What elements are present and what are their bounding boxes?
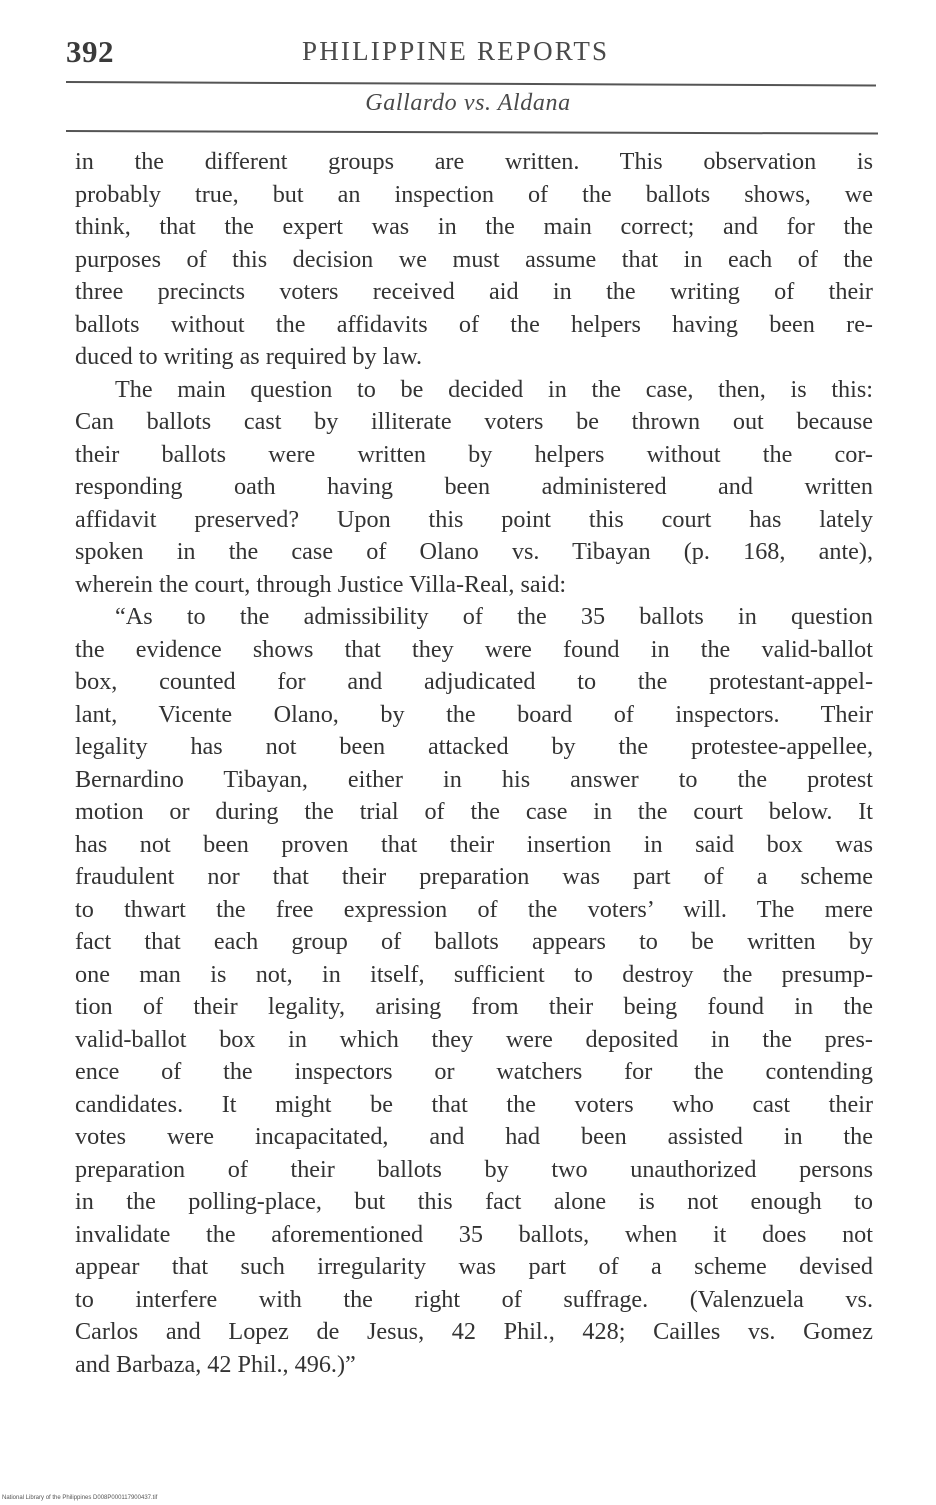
text-line: has not been proven that their insertion in said box was	[75, 830, 873, 858]
text-line: Bernardino Tibayan, either in his answer to the protest	[75, 765, 873, 793]
text-line: votes were incapacitated, and had been assisted in the	[75, 1123, 873, 1150]
text-line: and Barbaza, 42 Phil., 496.)”	[75, 1350, 356, 1378]
text-line: think, that the expert was in the main correct; and for the	[75, 213, 873, 240]
text-line: invalidate the aforementioned 35 ballots, when it does not	[75, 1220, 873, 1248]
text-line: to thwart the free expression of the voters’ will. The mere	[75, 895, 873, 923]
text-line: ence of the inspectors or watchers for the contending	[75, 1058, 873, 1085]
text-line: purposes of this decision we must assume that in each of the	[75, 245, 873, 273]
text-line: spoken in the case of Olano vs. Tibayan (p. 168, ante),	[75, 538, 873, 565]
text-line: in the different groups are written. This observation is	[75, 148, 873, 175]
page-number: 392	[66, 34, 114, 69]
text-line: fraudulent nor that their preparation was part of a scheme	[75, 863, 873, 890]
text-line: probably true, but an inspection of the ballots shows, we	[75, 180, 873, 208]
text-line: valid-ballot box in which they were deposited in the pres-	[75, 1025, 873, 1053]
running-title: PHILIPPINE REPORTS	[302, 36, 610, 66]
text-line: fact that each group of ballots appears to be written by	[75, 928, 873, 955]
text-line: motion or during the trial of the case in the court below. It	[75, 798, 873, 825]
text-line: lant, Vicente Olano, by the board of inspectors. Their	[75, 700, 873, 728]
text-line: preparation of their ballots by two unauthorized persons	[75, 1155, 873, 1183]
text-line: appear that such irregularity was part of a scheme devised	[75, 1253, 873, 1280]
text-line: box, counted for and adjudicated to the protestant-appel-	[75, 668, 873, 695]
text-line: “As to the admissibility of the 35 ballots in question	[115, 603, 873, 630]
text-line: The main question to be decided in the case, then, is this:	[115, 375, 873, 403]
text-line: wherein the court, through Justice Villa-Real, said:	[75, 570, 567, 598]
page-header	[66, 34, 876, 74]
header-rule-bottom	[66, 130, 878, 135]
paragraph-continuation	[75, 146, 873, 374]
text-line: Carlos and Lopez de Jesus, 42 Phil., 428; Cailles vs. Gomez	[75, 1318, 873, 1345]
text-line: Can ballots cast by illiterate voters be thrown out because	[75, 408, 873, 435]
body-text	[75, 146, 873, 1381]
text-line: three precincts voters received aid in the writing of their	[75, 278, 873, 305]
text-line: legality has not been attacked by the protestee-appellee,	[75, 733, 873, 760]
paragraph-main-question	[75, 374, 873, 602]
case-title: Gallardo vs. Aldana	[365, 90, 571, 116]
text-line: duced to writing as required by law.	[75, 343, 423, 370]
text-line: candidates. It might be that the voters who cast their	[75, 1090, 873, 1118]
text-line: in the polling-place, but this fact alone is not enough to	[75, 1188, 873, 1215]
text-line: tion of their legality, arising from their being found in the	[75, 993, 873, 1020]
text-line: their ballots were written by helpers without the cor-	[75, 440, 873, 468]
scan-credit: National Library of the Philippines D008P000117900437.tif	[2, 1495, 158, 1501]
text-line: responding oath having been administered and written	[75, 473, 873, 500]
text-line: the evidence shows that they were found in the valid-ballot	[75, 635, 873, 663]
paragraph-quotation	[75, 601, 873, 1381]
header-rule-top	[66, 81, 876, 87]
text-line: affidavit preserved? Upon this point this court has lately	[75, 505, 873, 533]
text-line: ballots without the affidavits of the helpers having been re-	[75, 310, 873, 338]
text-line: one man is not, in itself, sufficient to destroy the presump-	[75, 960, 873, 988]
text-line: to interfere with the right of suffrage. (Valenzuela vs.	[75, 1285, 873, 1313]
